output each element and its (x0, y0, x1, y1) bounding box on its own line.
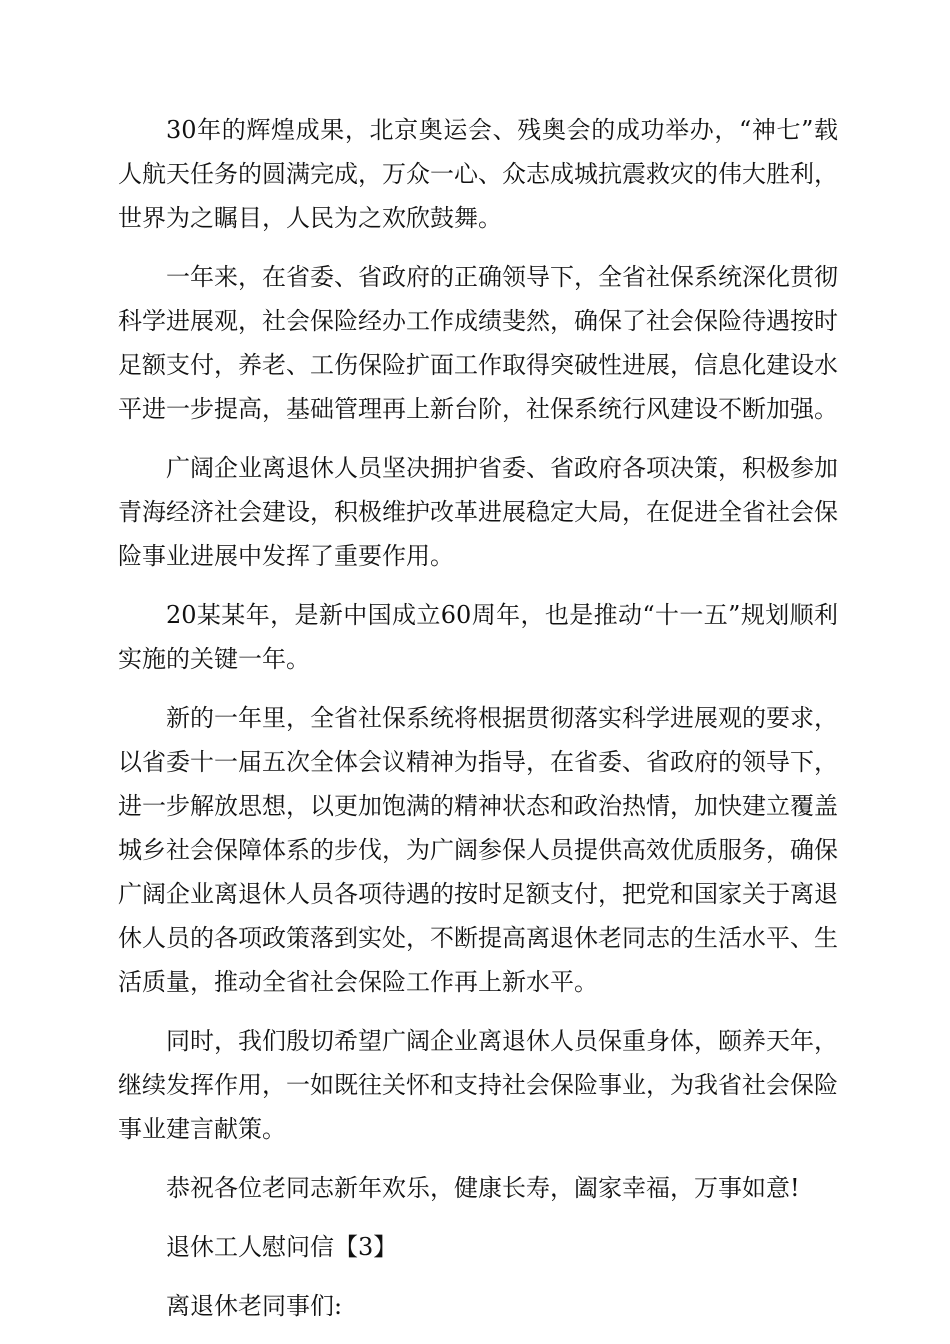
paragraph-wishes: 同时，我们殷切希望广阔企业离退休人员保重身体，颐养天年，继续发挥作用，一如既往关怀和支持社会保险事业，为我省社会保险事业建言献策。 (118, 1027, 838, 1143)
salutation: 离退休老同事们: (166, 1292, 343, 1320)
document-page (118, 108, 838, 1343)
paragraph-retirees-role: 广阔企业离退休人员坚决拥护省委、省政府各项决策，积极参加青海经济社会建设，积极维护改革进展稳定大局，在促进全省社会保险事业进展中发挥了重要作用。 (118, 454, 838, 570)
section-heading: 退休工人慰问信【3】 (166, 1233, 398, 1261)
paragraph-greeting: 恭祝各位老同志新年欢乐，健康长寿，阖家幸福，万事如意! (166, 1174, 800, 1202)
paragraph-past-year: 一年来，在省委、省政府的正确领导下，全省社保系统深化贯彻科学进展观，社会保险经办工作成绩斐然，确保了社会保险待遇按时足额支付，养老、工伤保险扩面工作取得突破性进展，信息化建设水平进一步提高，基础管理再上新台阶，社保系统行风建设不断加强。 (118, 263, 838, 423)
paragraph-achievements: 30年的辉煌成果，北京奥运会、残奥会的成功举办，“神七”载人航天任务的圆满完成，万众一心、众志成城抗震救灾的伟大胜利，世界为之瞩目，人民为之欢欣鼓舞。 (118, 116, 838, 232)
paragraph-anniversary-year: 20某某年，是新中国成立60周年，也是推动“十一五”规划顺利实施的关键一年。 (118, 601, 838, 673)
paragraph-new-year-plans: 新的一年里，全省社保系统将根据贯彻落实科学进展观的要求，以省委十一届五次全体会议精神为指导，在省委、省政府的领导下，进一步解放思想，以更加饱满的精神状态和政治热情，加快建立覆盖城乡社会保障体系的步伐，为广阔参保人员提供高效优质服务，确保广阔企业离退休人员各项待遇的按时足额支付，把党和国家关于离退休人员的各项政策落到实处，不断提高离退休老同志的生活水平、生活质量，推动全省社会保险工作再上新水平。 (118, 704, 838, 996)
